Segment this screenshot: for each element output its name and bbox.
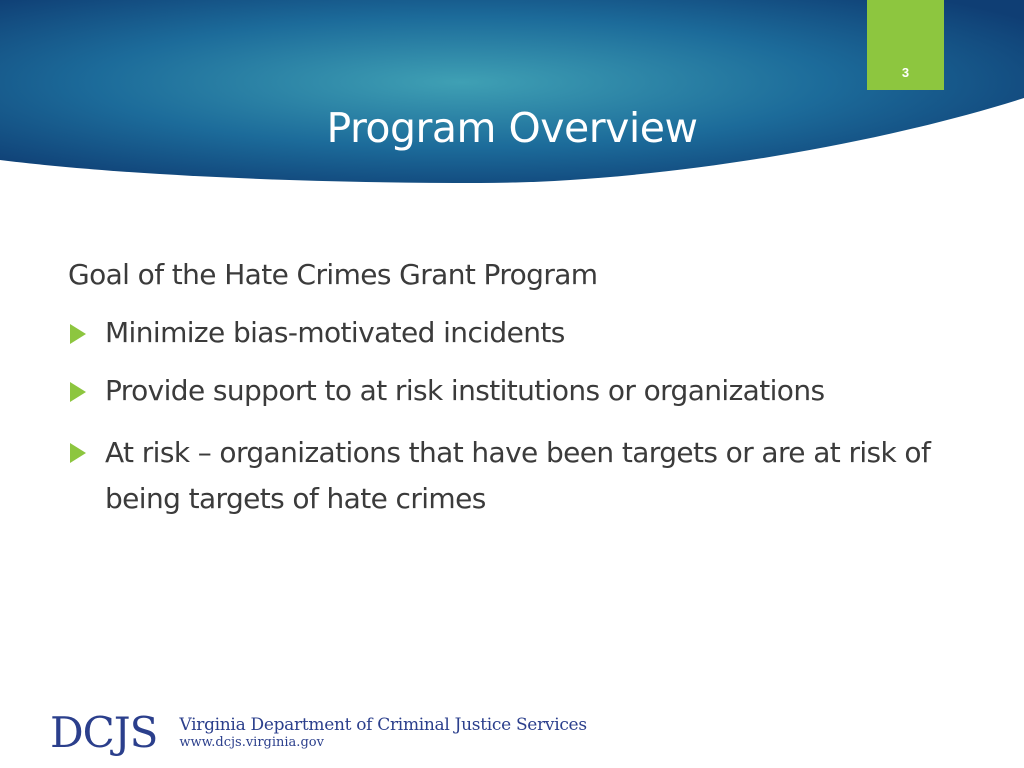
slide-number-tab xyxy=(867,0,944,90)
footer-logo xyxy=(50,707,587,757)
bullet-item xyxy=(68,430,948,522)
bullet-arrow-icon xyxy=(70,382,86,402)
bullet-item xyxy=(68,372,948,410)
slide-title: Program Overview xyxy=(326,104,698,152)
bullet-text: Provide support to at risk institutions or organizations xyxy=(105,374,825,407)
dcjs-logo-mark: DCJS xyxy=(50,707,158,757)
agency-name: Virginia Department of Criminal Justice Services xyxy=(179,714,587,735)
agency-info xyxy=(179,715,586,750)
bullet-text: Minimize bias-motivated incidents xyxy=(105,316,565,349)
goal-heading: Goal of the Hate Crimes Grant Program xyxy=(68,258,598,291)
slide-number: 3 xyxy=(901,65,910,80)
bullet-arrow-icon xyxy=(70,443,86,463)
bullet-item xyxy=(68,314,948,352)
slide-content xyxy=(68,256,948,542)
bullet-text: At risk – organizations that have been targets or are at risk of being targets of hate crimes xyxy=(105,436,931,515)
agency-url: www.dcjs.virginia.gov xyxy=(179,734,324,750)
bullet-arrow-icon xyxy=(70,324,86,344)
